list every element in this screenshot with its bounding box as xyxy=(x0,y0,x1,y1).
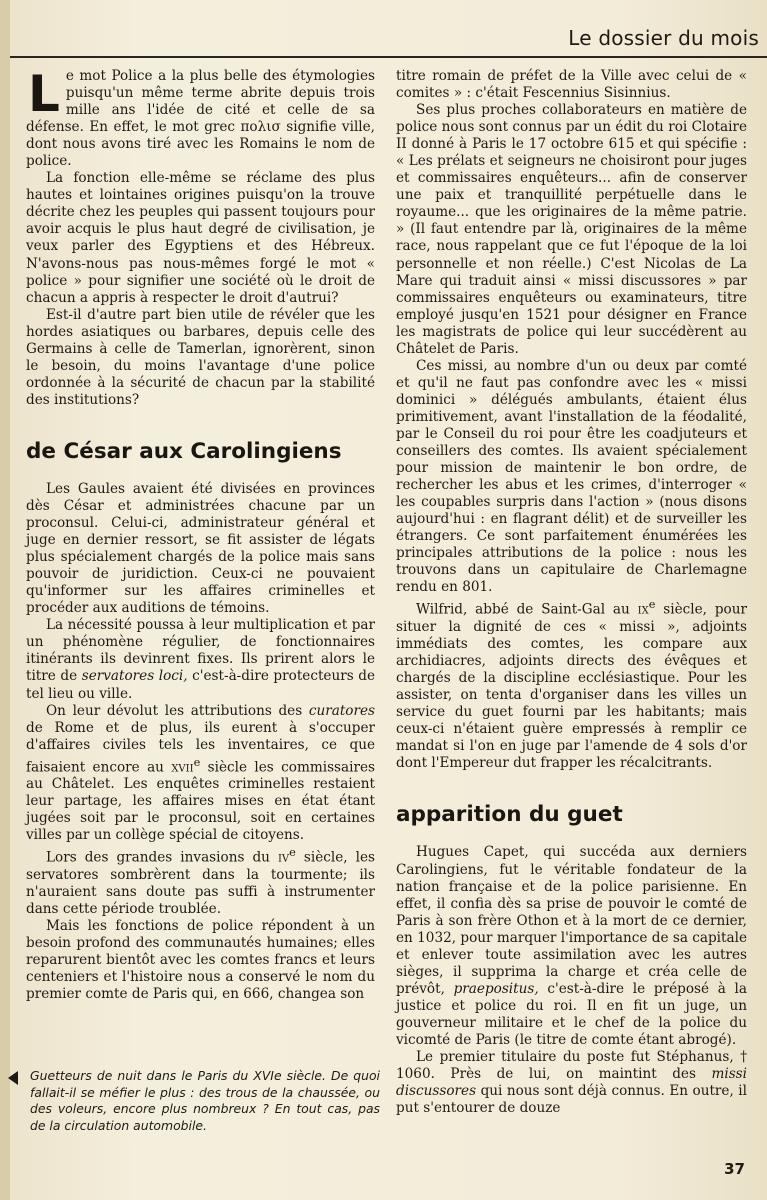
intro-paragraph: Le mot Police a la plus belle des étymologies puisqu'un même terme abrite depuis trois mille ans l'idée de cité et celle de sa défense. En effet, le mot grec πολισ signifie ville, dont nous avons tiré avec les Romains le nom de police. xyxy=(26,65,375,170)
section-header: Le dossier du mois xyxy=(568,26,759,50)
paragraph: Est-il d'autre part bien utile de révéler que les hordes asiatiques ou barbares, depuis celle des Germains à celle de Tamerlan, ignorèrent, sinon le besoin, du moins l'avantage d'une police ordonnée à la sécurité de chacun par la stabilité des institutions? xyxy=(26,306,375,408)
paragraph: Ces missi, au nombre d'un ou deux par comté et qu'il ne faut pas confondre avec les « missi dominici » délégués ambulants, étaient élus primitivement, avant l'installation de la féodalité, par le Conseil du roi pour être les coadjuteurs et conseillers des comtes. Ils avaient spécialement pour mission de maintenir le bon ordre, de rechercher les abus et les crimes, d'interroger « les coupables surpris dans l'action » (nous disons aujourd'hui : en flagrant délit) et de surveiller les étrangers. Ce sont parfaitement énumérées les principales attributions de la police : nous les trouvons dans un capitulaire de Charlemagne rendu en 801. xyxy=(396,357,747,596)
section-heading-guet: apparition du guet xyxy=(396,802,623,828)
page-binding-edge xyxy=(0,0,10,1200)
paragraph: Le premier titulaire du poste fut Stéphanus, † 1060. Près de lui, on maintint des missi discussores qui nous sont déjà connus. En outre, il put s'entourer de douze xyxy=(396,1049,747,1117)
text-column-left xyxy=(26,65,375,1003)
paragraph: Les Gaules avaient été divisées en provinces dès César et administrées chacune par un proconsul. Celui-ci, administrateur général et juge en dernier ressort, se fit assister de légats plus spécialement chargés de la police mais sans pouvoir de juridiction. Ceux-ci ne pouvaient qu'informer sur les affaires criminelles et procéder aux auditions de témoins. xyxy=(26,480,375,617)
paragraph: La fonction elle-même se réclame des plus hautes et lointaines origines puisqu'on la trouve décrite chez les peuples qui passent toujours pour avoir acquis le plus haut degré de civilisation, je veux parler des Egyptiens et des Hébreux. N'avons-nous pas nous-mêmes forgé le mot « police » pour signifier une société où le droit de chacun a appris à respecter le droit d'autrui? xyxy=(26,170,375,306)
paragraph: Hugues Capet, qui succéda aux derniers Carolingiens, fut le véritable fondateur de la nation française et de la police parisienne. En effet, il confia dès sa prise de pouvoir le comté de Paris à son frère Othon et à la mort de ce dernier, en 1032, pour marquer l'importance de sa capitale et enlever toute assimilation avec les autres sièges, il supprima la charge et créa celle de prévôt, praepositus, c'est-à-dire le préposé à la justice et police du roi. Il en fit un juge, un gouverneur militaire et le chef de la police du vicomté de Paris (le titre de comte étant abrogé). xyxy=(396,844,747,1048)
paragraph: titre romain de préfet de la Ville avec celui de « comites » : c'était Fescennius Sisinnius. xyxy=(396,68,747,102)
paragraph: Lors des grandes invasions du $iv^e$ siècle, les servatores sombrèrent dans la tourmente; ils n'auraient sans doute pas suffi à instrumenter dans cette période troublée. xyxy=(26,845,375,918)
paragraph: Ses plus proches collaborateurs en matière de police nous sont connus par un édit du roi Clotaire II donné à Paris le 17 octobre 615 et qui spécifie : « Les prélats et seigneurs ne choisiront pour juges et commissaires enquêteurs... afin de conserver une paix et tranquillité perpétuelle dans le royaume... que les originaires de la même patrie. » (Il faut entendre par là, originaires de la même race, nous rappelant que ce fut l'époque de la loi personnelle et non réelle.) C'est Nicolas de La Mare qui traduit ainsi « missi discussores » par commissaires enquêteurs ou examinateurs, titre employé jusqu'en 1521 pour désigner en France les magistrats de police qui leur succédèrent au Châtelet de Paris. xyxy=(396,102,747,357)
paragraph: Mais les fonctions de police répondent à un besoin profond des communautés humaines; elles reparurent bientôt avec les comtes francs et leurs centeniers et l'histoire nous a conservé le nom du premier comte de Paris qui, en 666, changea son xyxy=(26,918,375,1003)
header-rule xyxy=(10,56,767,58)
page-number: 37 xyxy=(724,1160,745,1178)
drop-cap: L xyxy=(28,65,60,123)
paragraph: On leur dévolut les attributions des curatores de Rome et de plus, ils eurent à s'occuper d'affaires civiles tels les inventaires, ce que faisaient encore au xvii$^e$ siècle les commissaires au Châtelet. Les enquêtes criminelles restaient leur partage, les affaires mises en état étant jugées soit par le proconsul, soit en certaines villes par un collège spécial de citoyens. xyxy=(26,702,375,844)
section-heading-cesar: de César aux Carolingiens xyxy=(26,438,342,464)
paragraph: Wilfrid, abbé de Saint-Gal au $ix^e$ siècle, pour situer la dignité de ces « missi », adjoints immédiats des comtes, les compare aux archidiacres, adjoints directs des évêques et chargés de la discipline ecclésiastique. Pour les assister, on tenta d'organiser dans les villes un service du guet fourni par les habitants; mais ceux-ci n'étaient guère empressés à remplir ce mandat si l'on en juge par l'amende de 4 sols d'or dont l'Empereur dut frapper les récalcitrants. xyxy=(396,597,747,772)
text-column-right xyxy=(396,68,747,1117)
image-caption: Guetteurs de nuit dans le Paris du XVIe siècle. De quoi fallait-il se méfier le plus : des trous de la chaussée, ou des voleurs, encore plus nombreux ? En tout cas, pas de la circulation automobile. xyxy=(30,1068,380,1133)
paragraph: La nécessité poussa à leur multiplication et par un phénomène régulier, de fonctionnaires itinérants ils devinrent fixes. Ils prirent alors le titre de servatores loci, c'est-à-dire protecteurs de tel lieu ou ville. xyxy=(26,617,375,702)
